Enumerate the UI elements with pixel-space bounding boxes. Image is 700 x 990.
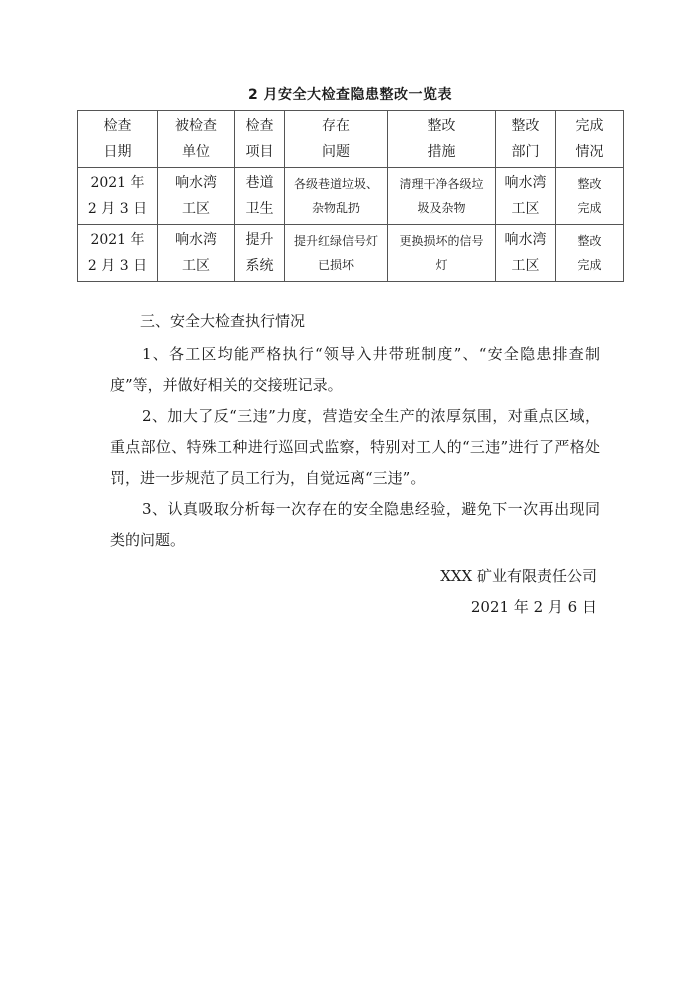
header-completion-status: 完成 情况: [556, 111, 624, 168]
cell-unit: 响水湾 工区: [158, 168, 235, 225]
cell-item: 巷道 卫生: [235, 168, 285, 225]
header-existing-problem: 存在 问题: [285, 111, 388, 168]
cell-date: 2021 年 2 月 3 日: [78, 168, 158, 225]
table-title: 2 月安全大检查隐患整改一览表: [247, 87, 453, 103]
header-rectification-dept: 整改 部门: [496, 111, 556, 168]
cell-status: 整改 完成: [556, 225, 624, 282]
paragraph-3: 3、认真吸取分析每一次存在的安全隐患经验，避免下一次再出现同类的问题。: [110, 500, 600, 549]
cell-item: 提升 系统: [235, 225, 285, 282]
cell-status: 整改 完成: [556, 168, 624, 225]
cell-unit: 响水湾 工区: [158, 225, 235, 282]
cell-problem: 各级巷道垃圾、 杂物乱扔: [285, 168, 388, 225]
section-heading: 三、安全大检查执行情况: [140, 312, 306, 330]
company-name: XXX 矿业有限责任公司: [440, 567, 597, 585]
cell-dept: 响水湾 工区: [496, 168, 556, 225]
table-row: [78, 168, 624, 225]
cell-dept: 响水湾 工区: [496, 225, 556, 282]
signature-date: 2021 年 2 月 6 日: [470, 598, 597, 616]
header-check-item: 检查 项目: [235, 111, 285, 168]
hazard-rectification-table: [77, 110, 624, 282]
cell-measure: 更换损坏的信号 灯: [388, 225, 496, 282]
cell-problem: 提升红绿信号灯 已损坏: [285, 225, 388, 282]
paragraph-1: 1、各工区均能严格执行“领导入井带班制度”、“安全隐患排查制度”等，并做好相关的交接班记录。: [110, 345, 600, 394]
header-inspected-unit: 被检查 单位: [158, 111, 235, 168]
paragraph-2: 2、加大了反“三违”力度，营造安全生产的浓厚氛围，对重点区域，重点部位、特殊工种进行巡回式监察，特别对工人的“三违”进行了严格处罚，进一步规范了员工行为，自觉远离“三违”。: [110, 407, 600, 487]
table-header-row: [78, 111, 624, 168]
cell-date: 2021 年 2 月 3 日: [78, 225, 158, 282]
body-paragraphs: [110, 339, 600, 556]
header-rectification-measure: 整改 措施: [388, 111, 496, 168]
table-row: [78, 225, 624, 282]
header-check-date: 检查 日期: [78, 111, 158, 168]
cell-measure: 清理干净各级垃 圾及杂物: [388, 168, 496, 225]
